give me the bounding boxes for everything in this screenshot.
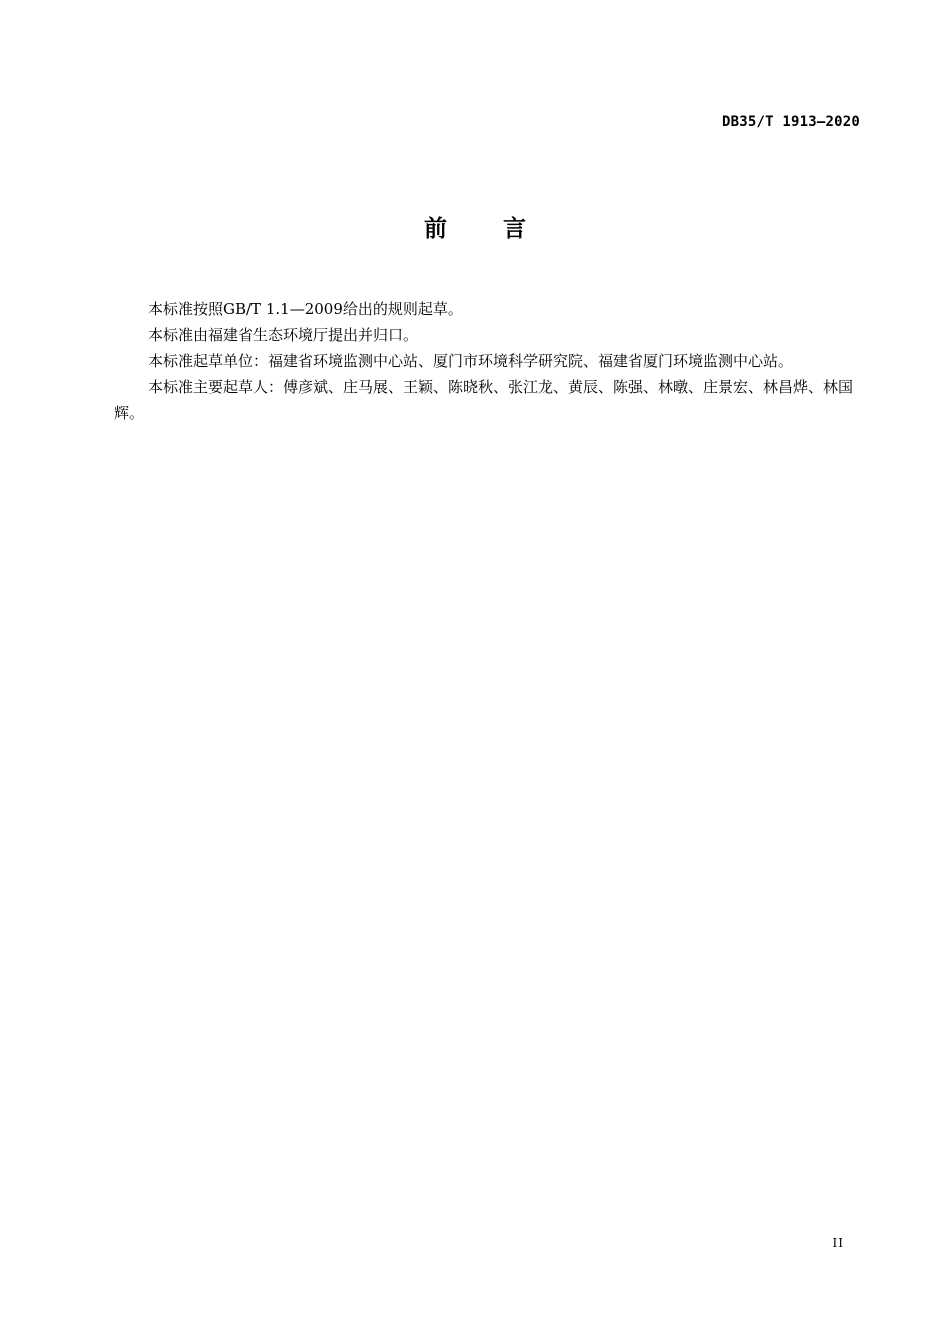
document-code: DB35/T 1913—2020 [721,114,860,130]
paragraph-drafting-units: 本标准起草单位：福建省环境监测中心站、厦门市环境科学研究院、福建省厦门环境监测中心站。 [148,352,794,370]
page-title: 前言 [424,216,582,242]
paragraph-proposer: 本标准由福建省生态环境厅提出并归口。 [148,326,419,344]
paragraph-drafters: 本标准主要起草人：傅彦斌、庄马展、王颖、陈晓秋、张江龙、黄辰、陈强、林暾、庄景宏、林昌烨、林国辉。 [114,378,854,422]
paragraph-drafting-rules: 本标准按照GB/T 1.1—2009给出的规则起草。 [148,300,463,318]
foreword-body [114,296,856,426]
page-number: II [832,1236,844,1250]
